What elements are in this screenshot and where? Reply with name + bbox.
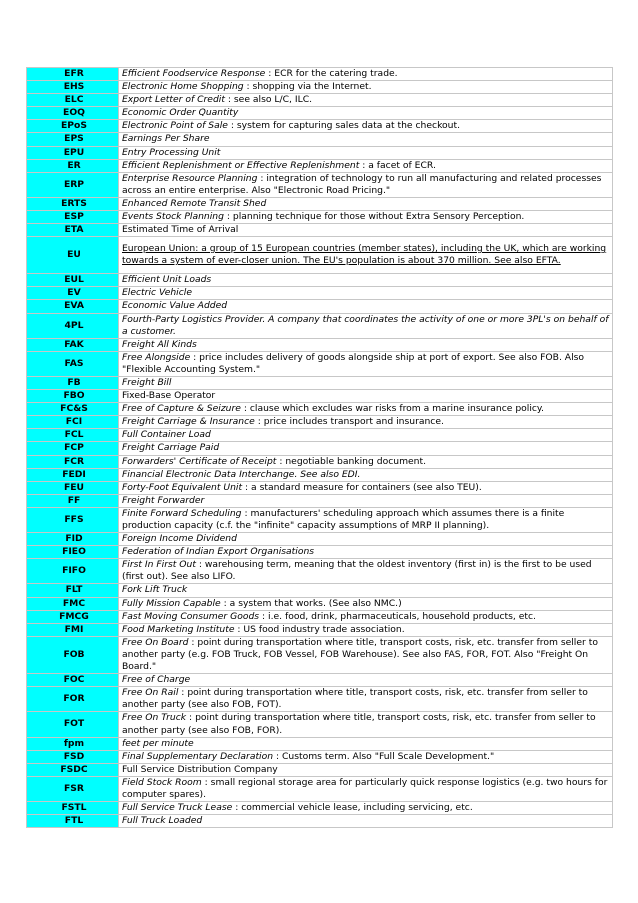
table-row xyxy=(27,313,613,338)
definition-cell xyxy=(119,197,613,210)
term-cell: EFR xyxy=(27,68,119,81)
definition-term-italic: Full Container Load xyxy=(122,429,211,441)
definition-term-italic: Full Service Truck Lease xyxy=(122,802,233,814)
definition-text: Estimated Time of Arrival xyxy=(122,224,239,236)
table-row xyxy=(27,416,613,429)
definition-text: : commercial vehicle lease, including servicing, etc. xyxy=(232,802,473,814)
table-row xyxy=(27,237,613,274)
term-cell: ESP xyxy=(27,211,119,224)
definition-term-italic: Events Stock Planning xyxy=(122,211,224,223)
table-row xyxy=(27,338,613,351)
term-cell: FMCG xyxy=(27,610,119,623)
definition-term-italic: Freight Carriage & Insurance xyxy=(122,416,255,428)
table-row xyxy=(27,429,613,442)
definition-term-italic: Fourth-Party Logistics Provider. A company that coordinates the activity of one or more 3PL's on behalf of a customer. xyxy=(122,313,609,337)
definition-cell xyxy=(119,815,613,828)
definition-text: : ECR for the catering trade. xyxy=(265,68,398,79)
term-cell: FMI xyxy=(27,623,119,636)
definition-cell xyxy=(119,533,613,546)
term-cell: FIFO xyxy=(27,559,119,584)
definition-term-italic: Entry Processing Unit xyxy=(122,146,221,158)
term-cell: EV xyxy=(27,287,119,300)
definition-cell xyxy=(119,133,613,146)
definition-term-italic: Efficient Replenishment or Effective Replenishment xyxy=(122,159,360,171)
definition-term-italic: Free On Truck xyxy=(122,712,187,724)
table-row xyxy=(27,481,613,494)
definition-cell xyxy=(119,468,613,481)
definition-cell xyxy=(119,94,613,107)
definition-text: : warehousing term, meaning that the oldest inventory (first in) is the first to be used (first out). See also LIFO. xyxy=(122,559,592,583)
definition-cell xyxy=(119,416,613,429)
table-row xyxy=(27,300,613,313)
definition-text: : integration of technology to run all manufacturing and related processes across an entire enterprise. Also "Electronic Road Pricing." xyxy=(122,172,602,196)
table-row xyxy=(27,815,613,828)
definition-cell xyxy=(119,737,613,750)
definition-cell xyxy=(119,287,613,300)
definition-text: : US food industry trade association. xyxy=(234,623,405,635)
definition-text: Full Service Distribution Company xyxy=(122,763,278,775)
definition-term-italic: Forwarders' Certificate of Receipt xyxy=(122,455,277,467)
table-row xyxy=(27,737,613,750)
definition-term-italic: Financial Electronic Data Interchange. See also EDI. xyxy=(122,468,361,480)
definition-term-italic: Food Marketing Institute xyxy=(122,623,235,635)
definition-term-italic: Field Stock Room xyxy=(122,776,202,788)
definition-cell xyxy=(119,712,613,737)
glossary-table xyxy=(26,67,613,828)
table-row xyxy=(27,776,613,801)
table-row xyxy=(27,455,613,468)
definition-text: : point during transportation where title, transport costs, risk, etc. transfer from seller to another party (e.g. FOB Truck, FOB Vessel, FOB Warehouse). See also FAS, FOR, FOT. Also "Freight On Board." xyxy=(122,636,598,673)
definition-cell xyxy=(119,763,613,776)
table-row xyxy=(27,133,613,146)
definition-text: European Union: a group of 15 European countries (member states), including the UK, which are working towards a system of ever-closer union. The EU's population is about 370 million. See also EFTA. xyxy=(122,243,607,267)
definition-term-italic: Fork Lift Truck xyxy=(122,584,188,596)
definition-text: : negotiable banking document. xyxy=(276,455,427,467)
table-row xyxy=(27,802,613,815)
term-cell: EVA xyxy=(27,300,119,313)
table-row xyxy=(27,636,613,673)
definition-term-italic: Fully Mission Capable xyxy=(122,597,221,609)
definition-cell xyxy=(119,338,613,351)
definition-text: : planning technique for those without Extra Sensory Perception. xyxy=(223,211,525,223)
definition-term-italic: Economic Value Added xyxy=(122,300,228,312)
term-cell: ER xyxy=(27,159,119,172)
definition-term-italic: Freight Forwarder xyxy=(122,494,205,506)
table-row xyxy=(27,763,613,776)
definition-term-italic: Free of Charge xyxy=(122,674,191,686)
definition-cell xyxy=(119,802,613,815)
table-row xyxy=(27,597,613,610)
term-cell: FMC xyxy=(27,597,119,610)
definition-cell xyxy=(119,636,613,673)
definition-cell xyxy=(119,390,613,403)
definition-text: : a system that works. (See also NMC.) xyxy=(220,597,402,609)
definition-text: : price includes transport and insurance. xyxy=(254,416,444,428)
table-row xyxy=(27,468,613,481)
definition-cell xyxy=(119,494,613,507)
definition-cell xyxy=(119,507,613,532)
term-cell: FEU xyxy=(27,481,119,494)
definition-text: : point during transportation where title, transport costs, risk, etc. transfer from seller to another party (see also FOB, FOT). xyxy=(122,687,588,711)
table-row xyxy=(27,442,613,455)
term-cell: FID xyxy=(27,533,119,546)
definition-cell xyxy=(119,584,613,597)
term-cell: fpm xyxy=(27,737,119,750)
definition-term-italic: Freight All Kinds xyxy=(122,338,197,350)
term-cell: FOR xyxy=(27,687,119,712)
definition-cell xyxy=(119,159,613,172)
term-cell: FSR xyxy=(27,776,119,801)
definition-cell xyxy=(119,403,613,416)
definition-cell xyxy=(119,776,613,801)
definition-cell xyxy=(119,546,613,559)
term-cell: EUL xyxy=(27,274,119,287)
definition-cell xyxy=(119,211,613,224)
table-row xyxy=(27,197,613,210)
term-cell: EPU xyxy=(27,146,119,159)
definition-term-italic: Forty-Foot Equivalent Unit xyxy=(122,481,243,493)
definition-cell xyxy=(119,146,613,159)
definition-term-italic: Free On Rail xyxy=(122,687,179,699)
definition-cell xyxy=(119,674,613,687)
definition-term-italic: Enterprise Resource Planning xyxy=(122,172,258,184)
definition-cell xyxy=(119,351,613,376)
term-cell: ETA xyxy=(27,224,119,237)
table-row xyxy=(27,546,613,559)
table-row xyxy=(27,94,613,107)
definition-term-italic: Electric Vehicle xyxy=(122,287,192,299)
table-row xyxy=(27,376,613,389)
definition-text: : point during transportation where title, transport costs, risk, etc. transfer from seller to another party (see also FOB, FOR). xyxy=(122,712,596,736)
definition-cell xyxy=(119,597,613,610)
definition-text: : manufacturers' scheduling approach which assumes there is a finite production capacity (c.f. the "infinite" capacity assumptions of MRP II planning). xyxy=(122,507,565,531)
definition-text: : a facet of ECR. xyxy=(359,159,436,171)
term-cell: FBO xyxy=(27,390,119,403)
definition-term-italic: Electronic Point of Sale xyxy=(122,120,228,132)
term-cell: FSDC xyxy=(27,763,119,776)
term-cell: FSD xyxy=(27,750,119,763)
definition-term-italic: Free On Board xyxy=(122,636,189,648)
term-cell: FCR xyxy=(27,455,119,468)
definition-text: Fixed-Base Operator xyxy=(122,390,216,402)
table-row xyxy=(27,674,613,687)
term-cell: ELC xyxy=(27,94,119,107)
definition-term-italic: Free Alongside xyxy=(122,351,191,363)
definition-cell xyxy=(119,559,613,584)
table-row xyxy=(27,287,613,300)
table-row xyxy=(27,146,613,159)
definition-term-italic: Earnings Per Share xyxy=(122,133,210,145)
table-row xyxy=(27,494,613,507)
definition-term-italic: Final Supplementary Declaration xyxy=(122,750,274,762)
term-cell: FLT xyxy=(27,584,119,597)
term-cell: FC&S xyxy=(27,403,119,416)
table-row xyxy=(27,159,613,172)
definition-term-italic: Economic Order Quantity xyxy=(122,107,239,119)
table-row xyxy=(27,610,613,623)
table-row xyxy=(27,584,613,597)
definition-term-italic: Electronic Home Shopping xyxy=(122,81,244,93)
term-cell: FF xyxy=(27,494,119,507)
definition-text: : price includes delivery of goods alongside ship at port of export. See also FOB. Also "Flexible Accounting System." xyxy=(122,351,585,375)
definition-cell xyxy=(119,120,613,133)
term-cell: FIEO xyxy=(27,546,119,559)
term-cell: 4PL xyxy=(27,313,119,338)
definition-cell xyxy=(119,300,613,313)
definition-term-italic: Free of Capture & Seizure xyxy=(122,403,241,415)
definition-cell xyxy=(119,623,613,636)
term-cell: FB xyxy=(27,376,119,389)
term-cell: EPoS xyxy=(27,120,119,133)
table-row xyxy=(27,750,613,763)
definition-text: : system for capturing sales data at the checkout. xyxy=(227,120,461,132)
definition-term-italic: Enhanced Remote Transit Shed xyxy=(122,197,267,209)
term-cell: FCI xyxy=(27,416,119,429)
table-row xyxy=(27,211,613,224)
definition-cell xyxy=(119,107,613,120)
table-row xyxy=(27,172,613,197)
definition-term-italic: Freight Carriage Paid xyxy=(122,442,220,454)
term-cell: FEDI xyxy=(27,468,119,481)
definition-term-italic: Freight Bill xyxy=(122,376,172,388)
table-row xyxy=(27,507,613,532)
term-cell: EPS xyxy=(27,133,119,146)
term-cell: ERTS xyxy=(27,197,119,210)
definition-term-italic: Fast Moving Consumer Goods xyxy=(122,610,260,622)
definition-text: : Customs term. Also "Full Scale Development." xyxy=(273,750,495,762)
definition-text: : i.e. food, drink, pharmaceuticals, household products, etc. xyxy=(259,610,536,622)
definition-cell xyxy=(119,172,613,197)
term-cell: FFS xyxy=(27,507,119,532)
definition-term-italic: feet per minute xyxy=(122,737,194,749)
term-cell: EU xyxy=(27,237,119,274)
term-cell: FOC xyxy=(27,674,119,687)
definition-term-italic: Foreign Income Dividend xyxy=(122,533,237,545)
definition-cell xyxy=(119,481,613,494)
definition-cell xyxy=(119,455,613,468)
term-cell: EHS xyxy=(27,81,119,94)
term-cell: FCP xyxy=(27,442,119,455)
table-row xyxy=(27,623,613,636)
term-cell: FOT xyxy=(27,712,119,737)
table-row xyxy=(27,120,613,133)
definition-term-italic: Finite Forward Scheduling xyxy=(122,507,242,519)
table-row xyxy=(27,81,613,94)
term-cell: FOB xyxy=(27,636,119,673)
term-cell: FSTL xyxy=(27,802,119,815)
definition-text: : small regional storage area for particularly quick response logistics (e.g. two hours for computer spares). xyxy=(122,776,608,800)
table-row xyxy=(27,403,613,416)
table-row xyxy=(27,274,613,287)
definition-cell xyxy=(119,274,613,287)
definition-term-italic: Efficient Unit Loads xyxy=(122,274,212,286)
table-row xyxy=(27,68,613,81)
glossary-body xyxy=(27,68,613,828)
definition-term-italic: First In First Out xyxy=(122,559,196,571)
term-cell: FTL xyxy=(27,815,119,828)
definition-text: : shopping via the Internet. xyxy=(243,81,372,93)
term-cell: EOQ xyxy=(27,107,119,120)
definition-cell xyxy=(119,224,613,237)
definition-cell xyxy=(119,750,613,763)
table-row xyxy=(27,559,613,584)
table-row xyxy=(27,712,613,737)
definition-cell xyxy=(119,68,613,81)
definition-cell xyxy=(119,442,613,455)
definition-cell xyxy=(119,610,613,623)
term-cell: FAS xyxy=(27,351,119,376)
definition-cell xyxy=(119,687,613,712)
definition-term-italic: Export Letter of Credit xyxy=(122,94,225,106)
table-row xyxy=(27,224,613,237)
definition-cell xyxy=(119,313,613,338)
term-cell: FCL xyxy=(27,429,119,442)
term-cell: ERP xyxy=(27,172,119,197)
table-row xyxy=(27,687,613,712)
table-row xyxy=(27,351,613,376)
definition-cell xyxy=(119,81,613,94)
definition-text: : a standard measure for containers (see also TEU). xyxy=(242,481,482,493)
table-row xyxy=(27,107,613,120)
table-row xyxy=(27,533,613,546)
definition-term-italic: Full Truck Loaded xyxy=(122,815,203,827)
definition-cell xyxy=(119,429,613,442)
definition-cell xyxy=(119,376,613,389)
term-cell: FAK xyxy=(27,338,119,351)
table-row xyxy=(27,390,613,403)
definition-text: : see also L/C, ILC. xyxy=(224,94,313,106)
definition-term-italic: Efficient Foodservice Response xyxy=(122,68,266,79)
definition-term-italic: Federation of Indian Export Organisations xyxy=(122,546,315,558)
definition-cell xyxy=(119,237,613,274)
definition-text: : clause which excludes war risks from a marine insurance policy. xyxy=(240,403,544,415)
